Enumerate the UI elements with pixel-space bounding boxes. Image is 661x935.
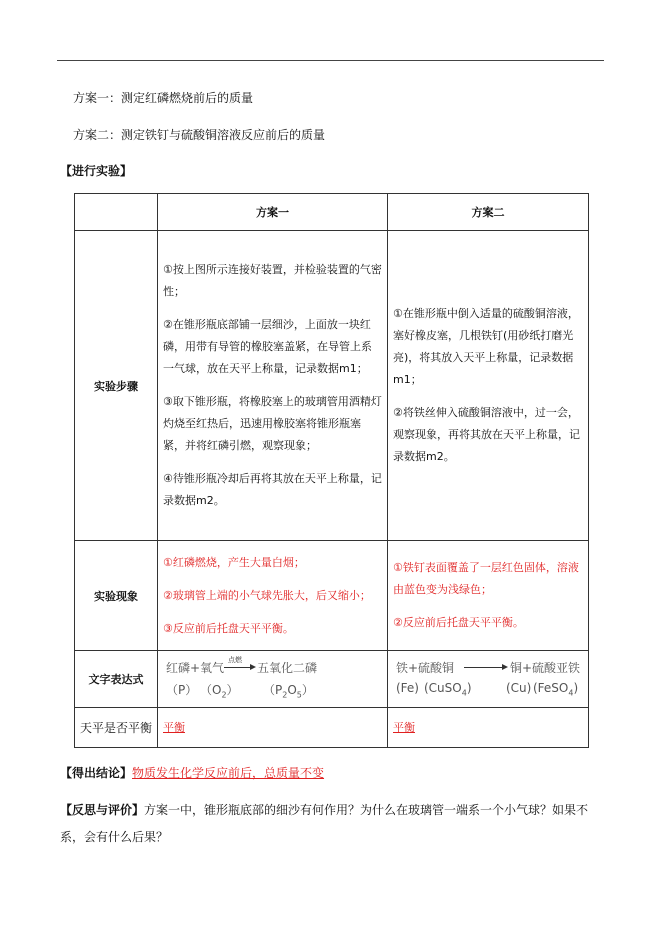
word-equation-scheme-1: [158, 653, 387, 705]
eq-b-reactants: 铁+硫酸铜: [396, 661, 455, 675]
table-header-row: [75, 194, 589, 231]
balance-answer-a: 平衡: [163, 720, 185, 734]
step-b-2: ②将铁丝伸入硫酸铜溶液中，过一会，观察现象，再将其放在天平上称量，记录数据m2。: [393, 406, 580, 463]
table-row-balance: [75, 708, 589, 748]
eq-a-arrow-head: [250, 664, 256, 670]
scheme-2-text: 方案二：测定铁钉与硫酸铜溶液反应前后的质量: [73, 128, 326, 142]
row-label-steps: 实验步骤: [75, 231, 158, 541]
eq-b-formula-fe: (Fe): [396, 681, 419, 695]
row-label-balance: 天平是否平衡: [75, 708, 158, 748]
row-label-phenomena: 实验现象: [75, 541, 158, 651]
phenomena-scheme-1-cell: [158, 541, 388, 651]
conclusion-line: [60, 760, 610, 787]
header-rule: [57, 60, 604, 61]
phenomenon-a-1: ①红磷燃烧，产生大量白烟；: [163, 555, 305, 569]
reflection-paragraph: [60, 797, 610, 851]
eq-a-arrow-line: [224, 667, 250, 668]
eq-b-formula-cu: (Cu): [506, 681, 532, 695]
balance-scheme-2-cell: [388, 708, 589, 748]
balance-scheme-1-cell: [158, 708, 388, 748]
phenomenon-a-2: ②玻璃管上端的小气球先胀大，后又缩小；: [163, 588, 371, 602]
step-a-4: ④待锥形瓶冷却后再将其放在天平上称量，记录数据m2。: [163, 472, 382, 507]
conclusion-label: 【得出结论】: [60, 766, 133, 780]
eq-b-formula-cuso4: (CuSO$_4$): [424, 681, 472, 698]
step-a-3: ③取下锥形瓶，将橡胶塞上的玻璃管用酒精灯灼烧至红热后，迅速用橡胶塞将锥形瓶塞紧，并将红磷引燃，观察现象；: [163, 395, 382, 452]
column-header-scheme-2: 方案二: [388, 194, 589, 231]
phenomenon-a-3: ③反应前后托盘天平平衡。: [163, 621, 294, 635]
experiment-heading: 【进行实验】: [60, 164, 133, 178]
table-row-expression: [75, 651, 589, 708]
eq-b-product: 铜+硫酸亚铁: [510, 661, 581, 675]
reflection-text: 方案一中，锥形瓶底部的细沙有何作用？为什么在玻璃管一端系一个小气球？如果不系，会有什么后果？: [60, 803, 589, 844]
row-label-expression: 文字表达式: [75, 651, 158, 708]
scheme-1-text: 方案一：测定红磷燃烧前后的质量: [73, 91, 254, 105]
eq-a-formula-p: （P）: [166, 683, 198, 697]
eq-a-condition: 点燃: [228, 656, 242, 664]
eq-a-formula-p2o5: $(P_2O_5)$: [263, 683, 314, 700]
word-equation-scheme-2: [388, 653, 588, 705]
phenomenon-b-1: ①铁钉表面覆盖了一层红色固体，溶液由蓝色变为浅绿色；: [393, 561, 579, 596]
steps-scheme-2-cell: [388, 231, 589, 541]
eq-b-arrow-head: [502, 664, 508, 670]
experiment-table: [74, 193, 589, 748]
conclusion-text: 物质发生化学反应前后，总质量不变: [132, 766, 325, 780]
column-header-scheme-1: 方案一: [158, 194, 388, 231]
balance-answer-b: 平衡: [393, 720, 415, 734]
expression-scheme-2-cell: [388, 651, 589, 708]
eq-a-formula-o2: $(O_2)$: [200, 683, 239, 700]
step-a-1: ①按上图所示连接好装置，并检验装置的气密性；: [163, 263, 382, 298]
eq-b-formula-feso4: (FeSO$_4$): [533, 681, 579, 698]
empty-corner-cell: [75, 194, 158, 231]
phenomenon-b-2: ②反应前后托盘天平平衡。: [393, 616, 524, 629]
phenomena-scheme-2-cell: [388, 541, 589, 651]
table-row-phenomena: [75, 541, 589, 651]
step-b-1: ①在锥形瓶中倒入适量的硫酸铜溶液，塞好橡皮塞，几根铁钉(用砂纸打磨光亮)，将其放入天平上称量，记录数据m1；: [393, 307, 579, 386]
eq-a-reactants: 红磷+氧气: [166, 661, 225, 675]
eq-a-product: 五氧化二磷: [257, 661, 318, 675]
table-row-steps: [75, 231, 589, 541]
eq-b-arrow-line: [464, 667, 502, 668]
expression-scheme-1-cell: [158, 651, 388, 708]
reflection-label: 【反思与评价】: [60, 803, 145, 817]
step-a-2: ②在锥形瓶底部铺一层细沙，上面放一块红磷，用带有导管的橡胶塞盖紧，在导管上系一气球，放在天平上称量，记录数据m1；: [163, 318, 372, 375]
steps-scheme-1-cell: [158, 231, 388, 541]
